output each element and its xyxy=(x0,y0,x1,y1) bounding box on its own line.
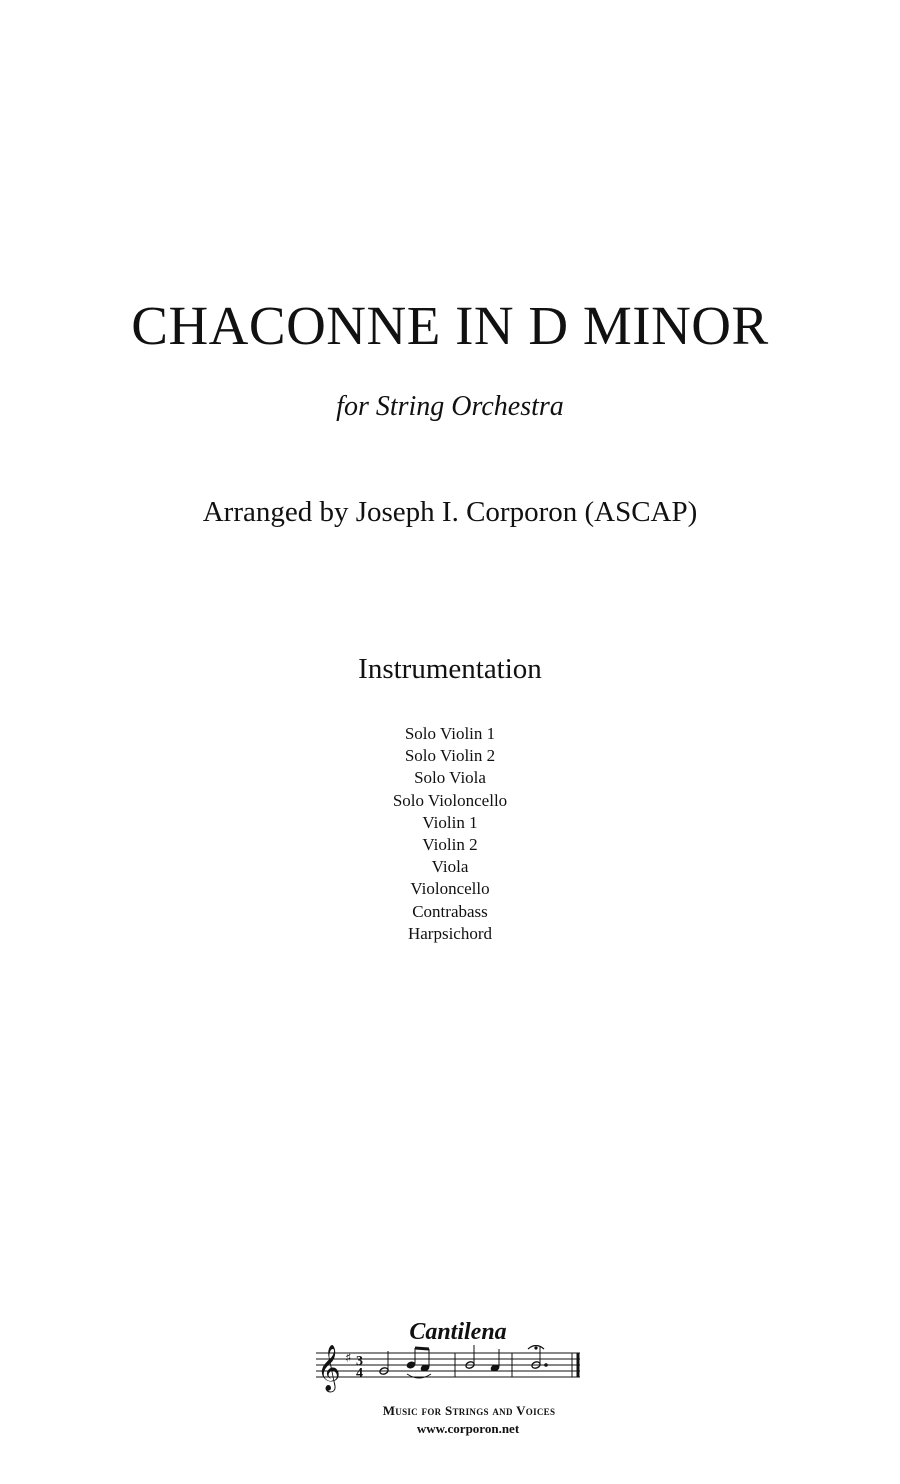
instrument-list xyxy=(0,723,900,945)
publisher-logo xyxy=(314,1318,584,1448)
time-signature-numerator: 3 xyxy=(356,1354,363,1369)
page-subtitle: for String Orchestra xyxy=(336,391,564,422)
svg-text:𝄞: 𝄞 xyxy=(317,1345,341,1391)
publisher-name: Cantilena xyxy=(409,1319,507,1345)
publisher-tagline: Music for Strings and Voices xyxy=(382,1403,556,1418)
list-item: Viola xyxy=(431,857,469,877)
publisher-url: www.corporon.net xyxy=(416,1421,520,1436)
time-signature-denominator: 4 xyxy=(356,1366,363,1381)
page-title: CHACONNE IN D MINOR xyxy=(131,295,769,356)
list-item: Solo Violin 2 xyxy=(404,746,496,766)
list-item: Violin 2 xyxy=(422,835,478,855)
list-item: Solo Violoncello xyxy=(392,790,508,810)
list-item: Solo Viola xyxy=(414,768,486,788)
list-item: Harpsichord xyxy=(407,923,493,943)
instrumentation-heading: Instrumentation xyxy=(358,653,542,685)
list-item: Solo Violin 1 xyxy=(404,724,496,743)
svg-text:♯: ♯ xyxy=(345,1351,352,1366)
list-item: Contrabass xyxy=(412,901,488,921)
list-item: Violin 1 xyxy=(422,812,478,832)
music-staff-icon xyxy=(314,1345,584,1403)
arranger-credit: Arranged by Joseph I. Corporon (ASCAP) xyxy=(202,496,698,528)
list-item: Violoncello xyxy=(410,879,490,899)
